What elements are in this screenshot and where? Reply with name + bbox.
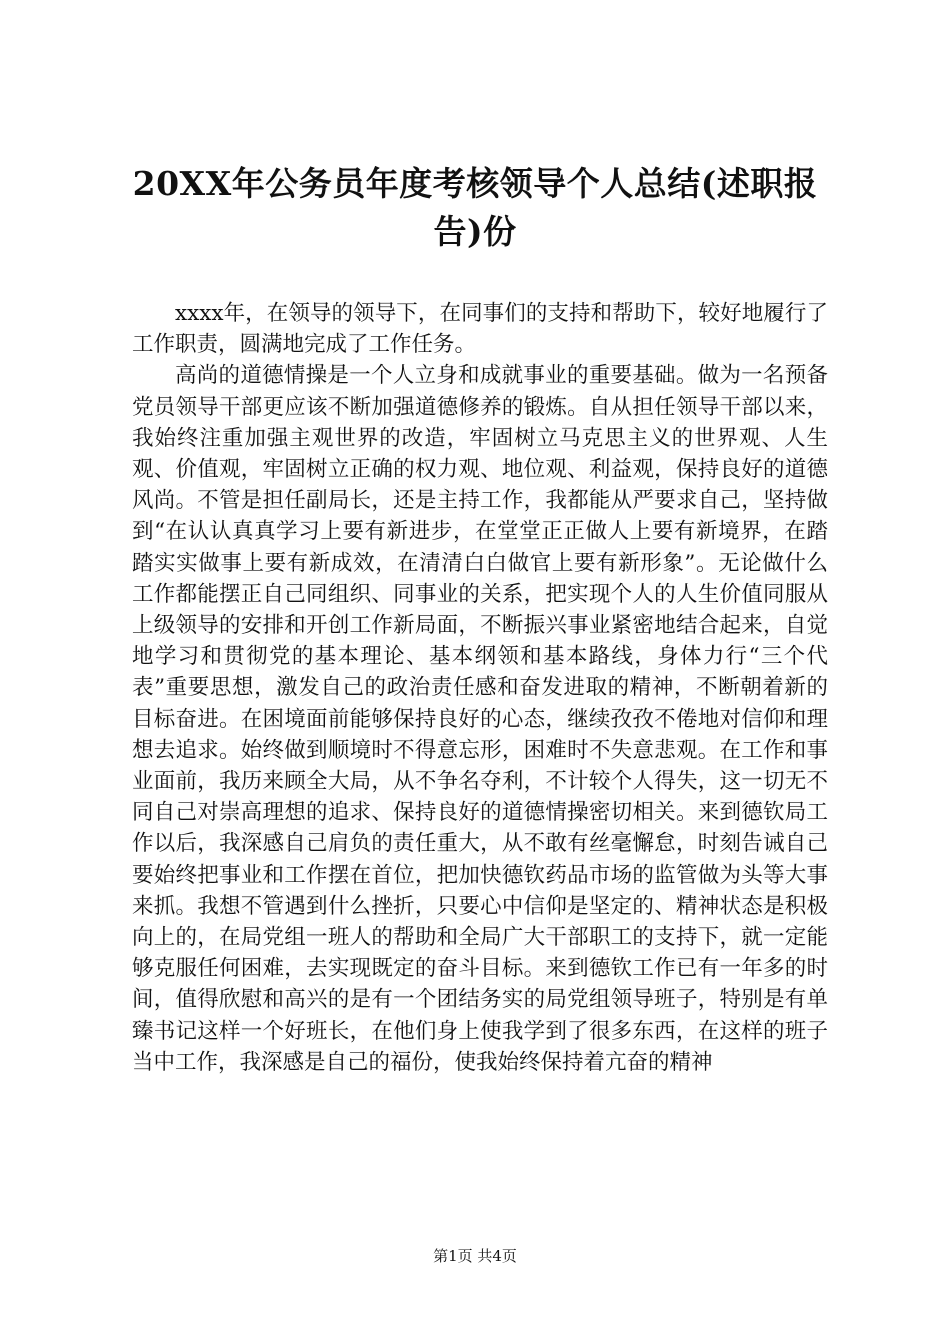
page-number-footer: 第1页 共4页 — [433, 1247, 517, 1265]
paragraph-intro: xxxx年，在领导的领导下，在同事们的支持和帮助下，较好地履行了工作职责，圆满地完成了工作任务。 — [132, 301, 828, 358]
document-body — [132, 298, 828, 1078]
document-title: 20XX年公务员年度考核领导个人总结(述职报告)份 — [132, 164, 818, 251]
paragraph-moral-character: 高尚的道德情操是一个人立身和成就事业的重要基础。做为一名预备党员领导干部更应该不断加强道德修养的锻炼。自从担任领导干部以来，我始终注重加强主观世界的改造，牢固树立马克思主义的世界观、人生观、价值观，牢固树立正确的权力观、地位观、利益观，保持良好的道德风尚。不管是担任副局长，还是主持工作，我都能从严要求自己，坚持做到“在认认真真学习上要有新进步，在堂堂正正做人上要有新境界，在踏踏实实做事上要有新成效，在清清白白做官上要有新形象”。无论做什么工作都能摆正自己同组织、同事业的关系，把实现个人的人生价值同服从上级领导的安排和开创工作新局面，不断振兴事业紧密地结合起来，自觉地学习和贯彻党的基本理论、基本纲领和基本路线，身体力行“三个代表”重要思想，激发自己的政治责任感和奋发进取的精神，不断朝着新的目标奋进。在困境面前能够保持良好的心态，继续孜孜不倦地对信仰和理想去追求。始终做到顺境时不得意忘形，困难时不失意悲观。在工作和事业面前，我历来顾全大局，从不争名夺利，不计较个人得失，这一切无不同自己对崇高理想的追求、保持良好的道德情操密切相关。来到德钦局工作以后，我深感自己肩负的责任重大，从不敢有丝毫懈怠，时刻告诫自己要始终把事业和工作摆在首位，把加快德钦药品市场的监管做为头等大事来抓。我想不管遇到什么挫折，只要心中信仰是坚定的、精神状态是积极向上的，在局党组一班人的帮助和全局广大干部职工的支持下，就一定能够克服任何困难，去实现既定的奋斗目标。来到德钦工作已有一年多的时间，值得欣慰和高兴的是有一个团结务实的局党组领导班子，特别是有单臻书记这样一个好班长，在他们身上使我学到了很多东西，在这样的班子当中工作，我深感是自己的福份，使我始终保持着亢奋的精神 — [132, 363, 828, 1075]
